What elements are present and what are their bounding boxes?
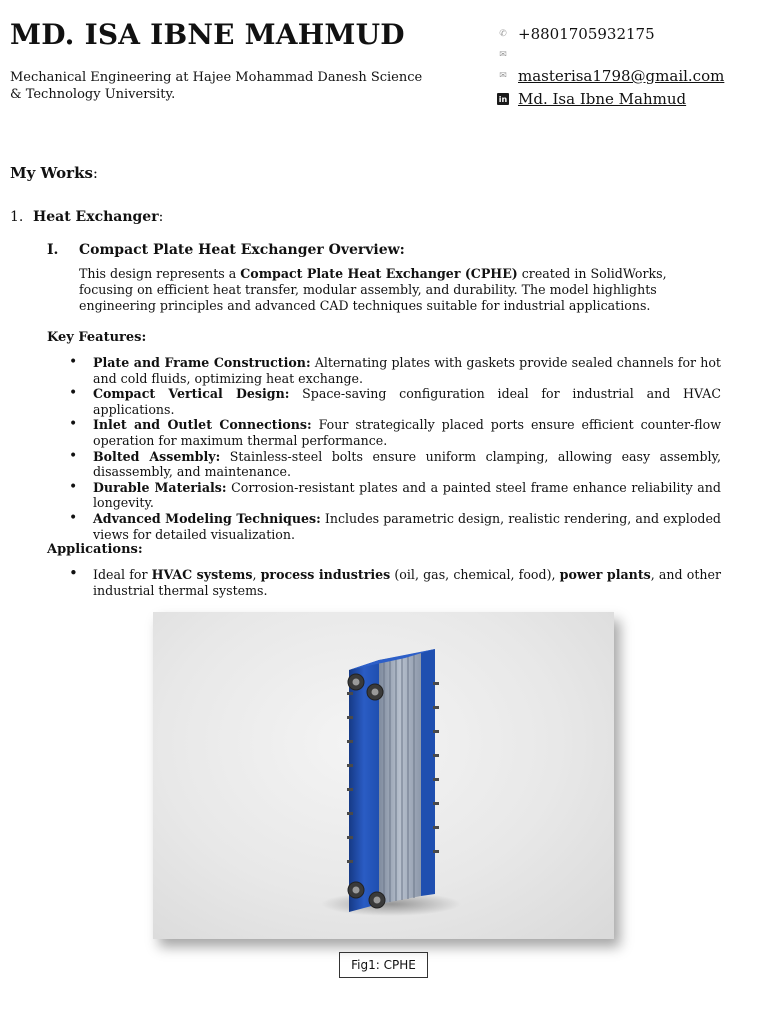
- contact-email[interactable]: [497, 66, 724, 86]
- my-works-colon: :: [92, 164, 98, 182]
- linkedin-icon: in: [498, 94, 508, 104]
- rear-frame-plate: [421, 649, 435, 896]
- feature-title: Advanced Modeling Techniques:: [93, 510, 321, 526]
- list-item: [93, 511, 721, 542]
- app-bold-power: power plants: [559, 567, 651, 582]
- cphe-render: [153, 612, 614, 939]
- feature-text: Space-saving configuration ideal for industrial and HVAC applications.: [93, 386, 721, 417]
- feature-text: Includes parametric design, realistic rendering, and exploded views for detailed visualization.: [93, 510, 721, 542]
- feature-title: Durable Materials:: [93, 479, 227, 495]
- cphe-render-figure: [153, 612, 614, 939]
- app-text: (oil, gas, chemical, food),: [390, 567, 560, 582]
- list-item: [93, 480, 721, 511]
- app-text: Ideal for: [93, 567, 152, 582]
- heat-exchanger-colon: :: [158, 209, 164, 225]
- app-bold-process: process industries: [260, 567, 391, 582]
- contact-phone: [497, 24, 655, 44]
- author-name: MD. ISA IBNE MAHMUD: [10, 18, 405, 51]
- heat-exchanger-title: Heat Exchanger: [33, 209, 159, 225]
- feature-title: Compact Vertical Design:: [93, 386, 290, 402]
- applications-heading: Applications:: [47, 542, 143, 557]
- cphe-title: Compact Plate Heat Exchanger Overview:: [79, 242, 405, 258]
- mail-icon: ✉: [499, 71, 507, 81]
- key-features-heading: Key Features:: [47, 330, 147, 345]
- feature-title: Bolted Assembly:: [93, 448, 221, 464]
- author-affiliation: Mechanical Engineering at Hajee Mohammad Danesh Science & Technology University.: [10, 70, 423, 102]
- subsection-heading-cphe: [47, 242, 405, 258]
- feature-text: Alternating plates with gaskets provide sealed channels for hot and cold fluids, optimizing heat exchange.: [93, 355, 721, 386]
- list-item: [93, 355, 721, 386]
- feature-text: Stainless-steel bolts ensure uniform clamping, allowing easy assembly, disassembly, and maintenance.: [93, 448, 721, 480]
- figure-caption: Fig1: CPHE: [339, 952, 428, 978]
- intro-text-pre: This design represents a: [79, 266, 241, 281]
- contact-linkedin[interactable]: [497, 89, 686, 109]
- contact-spacer: [497, 45, 518, 65]
- list-item: [93, 386, 721, 417]
- phone-number: +8801705932175: [518, 25, 655, 43]
- list-item: [93, 567, 721, 598]
- section-heading-heat-exchanger: [10, 209, 163, 225]
- feature-text: Four strategically placed ports ensure efficient counter-flow operation for maximum thermal performance.: [93, 417, 721, 448]
- key-features-list: [93, 355, 721, 542]
- my-works-label: My Works: [10, 164, 93, 182]
- applications-list: [93, 567, 721, 598]
- feature-title: Inlet and Outlet Connections:: [93, 417, 312, 433]
- mail-icon: ✉: [499, 50, 507, 60]
- feature-title: Plate and Frame Construction:: [93, 355, 311, 370]
- roman-numeral: I.: [47, 242, 59, 258]
- phone-icon: ✆: [499, 29, 507, 39]
- list-item: [93, 417, 721, 448]
- list-item: [93, 449, 721, 480]
- cphe-intro-paragraph: [79, 266, 721, 314]
- linkedin-link[interactable]: Md. Isa Ibne Mahmud: [518, 90, 687, 108]
- feature-text: Corrosion-resistant plates and a painted steel frame enhance reliability and longevity.: [93, 479, 721, 511]
- intro-text-bold: Compact Plate Heat Exchanger (CPHE): [240, 266, 518, 281]
- intro-text-post: created in SolidWorks, focusing on efficient heat transfer, modular assembly, and durability. The model highlights engineering principles and advanced CAD techniques suitable for industrial applications.: [79, 266, 667, 313]
- app-text: ,: [252, 567, 261, 582]
- list-number: 1.: [10, 209, 24, 225]
- section-heading-my-works: [10, 164, 98, 182]
- email-link[interactable]: masterisa1798@gmail.com: [518, 67, 725, 85]
- app-text: , and other industrial thermal systems.: [93, 567, 722, 598]
- plate-pack: [379, 652, 421, 904]
- app-bold-hvac: HVAC systems: [151, 567, 253, 582]
